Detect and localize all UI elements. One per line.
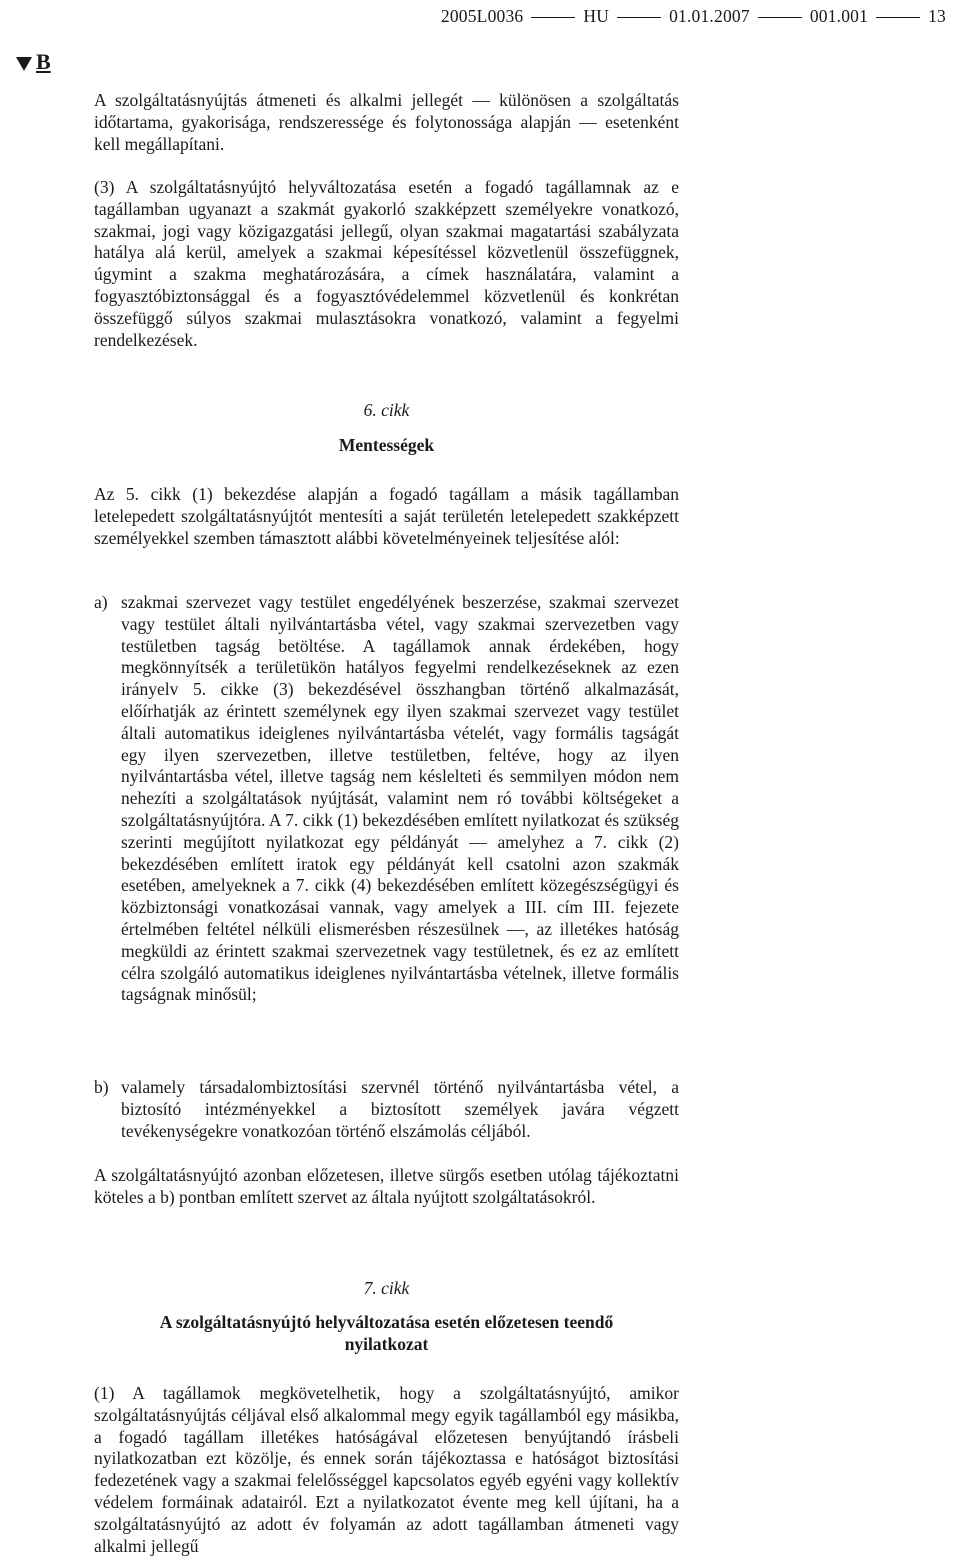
- article-6-closing: [94, 1165, 679, 1209]
- article-6-title: Mentességek: [338, 435, 435, 455]
- paragraph-text: (3) A szolgáltatásnyújtó helyváltozatása esetén a fogadó tagállamnak az e tagállamban ugyanazt a szakmát gyakorló szakképzett személyekre vonatkozó, szakmai, jogi vagy közigazgatási jellegű, olyan szakmai magatartási szabályzata hatálya alá kerül, amelyek a szakmai képesítéssel közvetlenül összefüggnek, úgymint a szakma meghatározására, a címek használatára, valamint a fogyasztóbiztonsággal és a fogyasztóvédelemmel közvetlenül és konkrétan összefüggő súlyos szakmai mulasztásokra vonatkozó, valamint a fegyelmi rendelkezések.: [94, 177, 679, 350]
- article-7-title: A szolgáltatásnyújtó helyváltozatása esetén előzetesen teendő nyilatkozat: [159, 1312, 614, 1354]
- page-header: [441, 6, 946, 28]
- separator-dash: [531, 17, 575, 18]
- consolidation-date: 01.01.2007: [669, 6, 750, 26]
- language-code: HU: [583, 6, 610, 26]
- marker-letter: B: [36, 49, 51, 74]
- version-number: 001.001: [809, 6, 869, 26]
- paragraph-3: [94, 177, 679, 351]
- paragraph-text: A szolgáltatásnyújtó azonban előzetesen, illetve sürgős esetben utólag tájékoztatni köteles a b) pontban említett szervet az általa nyújtott szolgáltatásokról.: [94, 1165, 679, 1207]
- list-item-b: [94, 1077, 679, 1142]
- paragraph-text: Az 5. cikk (1) bekezdése alapján a fogadó tagállam a másik tagállamban letelepedett szolgáltatásnyújtót mentesíti a saját területén letelepedett szakképzett személyekkel szemben támasztott alábbi követelményeinek teljesítése alól:: [94, 484, 679, 548]
- page-number: 13: [928, 6, 946, 26]
- article-7-number: 7. cikk: [363, 1278, 410, 1298]
- article-6-intro: [94, 484, 679, 549]
- intro-paragraph: [94, 90, 679, 155]
- paragraph-text: (1) A tagállamok megkövetelhetik, hogy a szolgáltatásnyújtó, amikor szolgáltatásnyújtás céljával első alkalommal megy egyik tagállamból egy másikba, a fogadó tagállam illetékes hatóságával előzetesen benyújtandó írásbeli nyilatkozatban ezt közölje, és ennek során tájékoztassa e hatóságot biztosítási fedezetének vagy a szakmai felelősséggel kapcsolatos egyéb egyéni vagy kollektív védelem formáinak adatairól. Ezt a nyilatkozatot évente meg kell újítani, ha a szolgáltatásnyújtó az adott év folyamán az adott tagállamban átmeneti vagy alkalmi jellegű: [94, 1383, 679, 1556]
- list-item-label: b): [94, 1077, 109, 1097]
- amendment-marker: [16, 48, 51, 76]
- doc-id: 2005L0036: [440, 6, 524, 26]
- separator-dash: [758, 17, 802, 18]
- list-item-label: a): [94, 592, 108, 612]
- article-6-number: 6. cikk: [363, 400, 410, 420]
- list-item-text: valamely társadalombiztosítási szervnél történő nyilvántartásba vétel, a biztosító intézményekkel a biztosított személyek javára végzett tevékenységekre vonatkozóan történő elszámolás céljából.: [121, 1077, 679, 1141]
- article-7-paragraph-1: [94, 1383, 679, 1557]
- separator-dash: [876, 17, 920, 18]
- list-item-text: szakmai szervezet vagy testület engedélyének beszerzése, szakmai szervezet vagy testület általi nyilvántartásba vétel, vagy szakmai szervezetben vagy testületben tagság betöltése. A tagállamok annak érdekében, hogy megkönnyítsék a területükön hatályos fegyelmi rendelkezéseknek az ezen irányelv 5. cikke (3) bekezdésével összhangban történő alkalmazását, előírhatják az érintett személynek egy ilyen szakmai szervezet vagy testület általi automatikus ideiglenes nyilvántartásba vételét, vagy formális tagságát egy ilyen szervezetben, illetve testületben, feltéve, hogy az ilyen nyilvántartásba vétel, illetve tagság nem késlelteti és semmilyen módon nem nehezíti a szolgáltatások nyújtását, valamint nem ró további költségeket a szolgáltatásnyújtóra. A 7. cikk (1) bekezdésében említett nyilatkozat és szükség szerinti megújított nyilatkozat egy példányát — amelyhez a 7. cikk (2) bekezdésében említett iratok egy példányát kell csatolni azon szakmák esetében, amelyeknek a 7. cikk (4) bekezdésében említett közegészségügyi és közbiztonsági vonatkozásai vannak, vagy amelyek a III. cím III. fejezete értelmében feltétel nélküli elismerésben részesülnek —, az illetékes hatóság megküldi az érintett szakmai szervezetnek vagy testületnek, és ez az említett célra szolgáló automatikus ideiglenes nyilvántartásba vételnek, illetve formális tagságnak minősül;: [121, 592, 679, 1005]
- list-item-a: [94, 592, 679, 1006]
- triangle-down-icon: [16, 57, 32, 71]
- paragraph-text: A szolgáltatásnyújtás átmeneti és alkalmi jellegét — különösen a szolgáltatás időtartama, gyakorisága, rendszeressége és folytonossága alapján — esetenként kell megállapítani.: [94, 90, 679, 154]
- separator-dash: [617, 17, 661, 18]
